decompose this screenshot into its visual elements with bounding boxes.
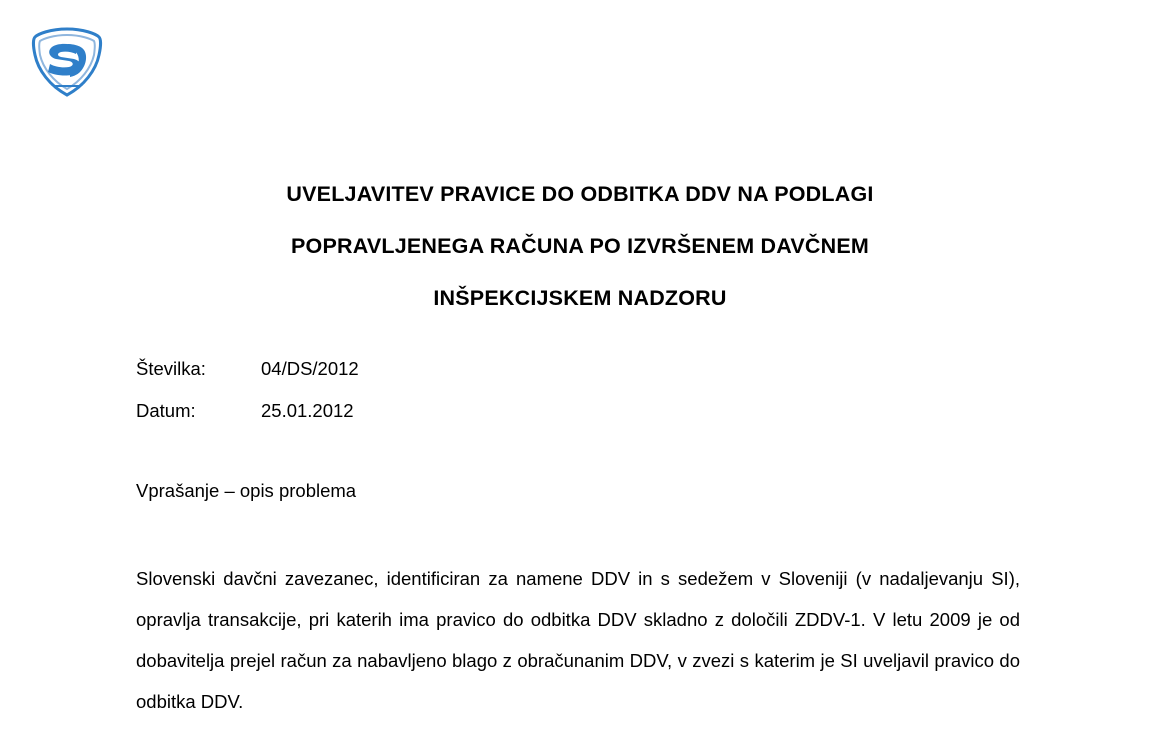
number-label: Številka: — [136, 358, 206, 379]
body-paragraph: Slovenski davčni zavezanec, identificiran za namene DDV in s sedežem v Sloveniji (v nadaljevanju SI), opravlja transakcije, pri katerih ima pravico do odbitka DDV skladno z določili ZDDV-1. V letu 2009 je od dobavitelja prejel račun za nabavljeno blago z obračunanim DDV, v zvezi s katerim je SI uveljavil pravico do odbitka DDV. — [136, 568, 1020, 712]
date-label: Datum: — [136, 400, 196, 421]
document-title — [135, 168, 1025, 324]
shield-logo-icon — [24, 26, 110, 98]
number-value: 04/DS/2012 — [261, 358, 359, 379]
title-line-2: POPRAVLJENEGA RAČUNA PO IZVRŠENEM DAVČNEM — [290, 234, 869, 258]
metadata-row-date — [136, 400, 736, 442]
date-value: 25.01.2012 — [261, 400, 354, 421]
document-metadata — [136, 358, 736, 442]
title-line-1: UVELJAVITEV PRAVICE DO ODBITKA DDV NA PODLAGI — [286, 182, 874, 206]
body-text — [136, 558, 1020, 722]
title-line-3: INŠPEKCIJSKEM NADZORU — [433, 286, 727, 310]
metadata-row-number — [136, 358, 736, 400]
section-heading: Vprašanje – opis problema — [136, 480, 357, 501]
